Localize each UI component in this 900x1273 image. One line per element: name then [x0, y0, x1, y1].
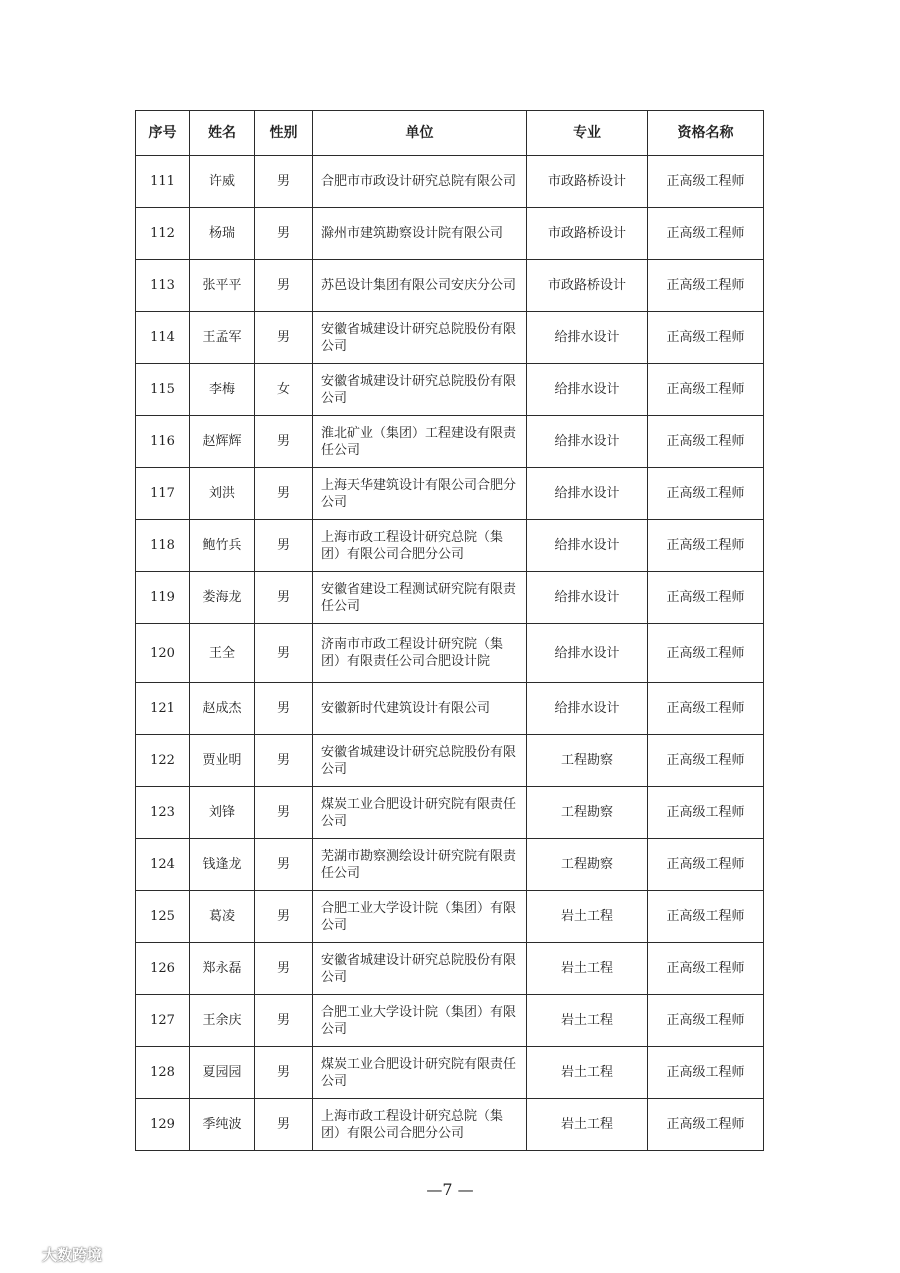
cell-no: 129 — [136, 1099, 190, 1151]
cell-no: 127 — [136, 995, 190, 1047]
cell-major: 给排水设计 — [527, 683, 648, 735]
table-row — [136, 624, 764, 683]
cell-gender: 女 — [255, 364, 313, 416]
table-row — [136, 1047, 764, 1099]
cell-title: 正高级工程师 — [648, 572, 764, 624]
cell-title: 正高级工程师 — [648, 208, 764, 260]
page-number: —7 — — [426, 1180, 474, 1199]
cell-name: 王余庆 — [190, 995, 255, 1047]
cell-unit: 煤炭工业合肥设计研究院有限责任公司 — [313, 787, 527, 839]
cell-name: 王孟军 — [190, 312, 255, 364]
cell-unit: 淮北矿业（集团）工程建设有限责任公司 — [313, 416, 527, 468]
cell-unit: 上海天华建筑设计有限公司合肥分公司 — [313, 468, 527, 520]
cell-title: 正高级工程师 — [648, 1047, 764, 1099]
table-row — [136, 735, 764, 787]
table-row — [136, 683, 764, 735]
table-row — [136, 416, 764, 468]
table-row — [136, 787, 764, 839]
cell-gender: 男 — [255, 1099, 313, 1151]
cell-gender: 男 — [255, 260, 313, 312]
cell-name: 张平平 — [190, 260, 255, 312]
cell-unit: 安徽省城建设计研究总院股份有限公司 — [313, 943, 527, 995]
table-row — [136, 572, 764, 624]
cell-no: 121 — [136, 683, 190, 735]
table-row — [136, 943, 764, 995]
cell-major: 岩土工程 — [527, 891, 648, 943]
cell-name: 葛凌 — [190, 891, 255, 943]
cell-no: 123 — [136, 787, 190, 839]
header-name: 姓名 — [190, 111, 255, 156]
cell-gender: 男 — [255, 943, 313, 995]
cell-unit: 上海市政工程设计研究总院（集团）有限公司合肥分公司 — [313, 520, 527, 572]
cell-name: 夏园园 — [190, 1047, 255, 1099]
cell-no: 120 — [136, 624, 190, 683]
cell-major: 岩土工程 — [527, 1099, 648, 1151]
cell-title: 正高级工程师 — [648, 312, 764, 364]
cell-unit: 安徽省城建设计研究总院股份有限公司 — [313, 364, 527, 416]
cell-major: 工程勘察 — [527, 735, 648, 787]
table-row — [136, 208, 764, 260]
watermark — [8, 1244, 102, 1265]
cell-gender: 男 — [255, 416, 313, 468]
cell-unit: 合肥市市政设计研究总院有限公司 — [313, 156, 527, 208]
cell-title: 正高级工程师 — [648, 891, 764, 943]
cell-title: 正高级工程师 — [648, 156, 764, 208]
cell-major: 给排水设计 — [527, 468, 648, 520]
cell-name: 郑永磊 — [190, 943, 255, 995]
cell-title: 正高级工程师 — [648, 468, 764, 520]
cell-name: 赵辉辉 — [190, 416, 255, 468]
cell-title: 正高级工程师 — [648, 943, 764, 995]
cell-major: 给排水设计 — [527, 624, 648, 683]
cell-no: 125 — [136, 891, 190, 943]
cell-name: 王全 — [190, 624, 255, 683]
table-row — [136, 312, 764, 364]
cell-no: 115 — [136, 364, 190, 416]
cell-no: 111 — [136, 156, 190, 208]
cell-gender: 男 — [255, 468, 313, 520]
cell-major: 岩土工程 — [527, 1047, 648, 1099]
cell-unit: 苏邑设计集团有限公司安庆分公司 — [313, 260, 527, 312]
table-row — [136, 520, 764, 572]
table-row — [136, 995, 764, 1047]
cell-name: 季纯波 — [190, 1099, 255, 1151]
cell-unit: 安徽省城建设计研究总院股份有限公司 — [313, 735, 527, 787]
cell-title: 正高级工程师 — [648, 624, 764, 683]
table-row — [136, 364, 764, 416]
table-row — [136, 156, 764, 208]
cell-no: 119 — [136, 572, 190, 624]
cell-major: 工程勘察 — [527, 839, 648, 891]
cell-no: 124 — [136, 839, 190, 891]
cell-major: 市政路桥设计 — [527, 260, 648, 312]
cell-major: 市政路桥设计 — [527, 208, 648, 260]
header-major: 专业 — [527, 111, 648, 156]
cell-gender: 男 — [255, 735, 313, 787]
cell-no: 118 — [136, 520, 190, 572]
cell-unit: 安徽省建设工程测试研究院有限责任公司 — [313, 572, 527, 624]
cell-unit: 芜湖市勘察测绘设计研究院有限责任公司 — [313, 839, 527, 891]
cell-title: 正高级工程师 — [648, 683, 764, 735]
cell-major: 岩土工程 — [527, 995, 648, 1047]
cell-major: 给排水设计 — [527, 416, 648, 468]
header-title: 资格名称 — [648, 111, 764, 156]
cell-title: 正高级工程师 — [648, 787, 764, 839]
cell-name: 杨瑞 — [190, 208, 255, 260]
cell-gender: 男 — [255, 312, 313, 364]
cell-name: 鲍竹兵 — [190, 520, 255, 572]
cell-gender: 男 — [255, 787, 313, 839]
cell-unit: 安徽省城建设计研究总院股份有限公司 — [313, 312, 527, 364]
table-row — [136, 1099, 764, 1151]
table-row — [136, 891, 764, 943]
cell-unit: 安徽新时代建筑设计有限公司 — [313, 683, 527, 735]
table-row — [136, 839, 764, 891]
cell-gender: 男 — [255, 208, 313, 260]
header-unit: 单位 — [313, 111, 527, 156]
cell-title: 正高级工程师 — [648, 416, 764, 468]
cell-no: 122 — [136, 735, 190, 787]
cell-gender: 男 — [255, 156, 313, 208]
cell-title: 正高级工程师 — [648, 520, 764, 572]
cell-major: 工程勘察 — [527, 787, 648, 839]
cell-major: 给排水设计 — [527, 364, 648, 416]
cell-no: 128 — [136, 1047, 190, 1099]
cell-unit: 上海市政工程设计研究总院（集团）有限公司合肥分公司 — [313, 1099, 527, 1151]
cell-no: 117 — [136, 468, 190, 520]
chat-bubble-icon — [8, 1246, 36, 1264]
cell-name: 娄海龙 — [190, 572, 255, 624]
cell-gender: 男 — [255, 683, 313, 735]
cell-major: 给排水设计 — [527, 572, 648, 624]
cell-gender: 男 — [255, 891, 313, 943]
header-gender: 性别 — [255, 111, 313, 156]
cell-major: 给排水设计 — [527, 520, 648, 572]
cell-gender: 男 — [255, 839, 313, 891]
cell-name: 刘锋 — [190, 787, 255, 839]
cell-no: 114 — [136, 312, 190, 364]
cell-unit: 滁州市建筑勘察设计院有限公司 — [313, 208, 527, 260]
table-header-row — [136, 111, 764, 156]
cell-title: 正高级工程师 — [648, 260, 764, 312]
table-row — [136, 468, 764, 520]
cell-name: 李梅 — [190, 364, 255, 416]
watermark-text: 大数跨境 — [42, 1246, 103, 1264]
cell-no: 116 — [136, 416, 190, 468]
cell-name: 刘洪 — [190, 468, 255, 520]
cell-major: 市政路桥设计 — [527, 156, 648, 208]
cell-gender: 男 — [255, 624, 313, 683]
cell-no: 113 — [136, 260, 190, 312]
cell-gender: 男 — [255, 1047, 313, 1099]
cell-no: 112 — [136, 208, 190, 260]
qualification-table — [135, 110, 764, 1151]
cell-gender: 男 — [255, 572, 313, 624]
cell-title: 正高级工程师 — [648, 364, 764, 416]
table-row — [136, 260, 764, 312]
cell-title: 正高级工程师 — [648, 1099, 764, 1151]
cell-name: 钱逢龙 — [190, 839, 255, 891]
cell-name: 贾业明 — [190, 735, 255, 787]
cell-unit: 煤炭工业合肥设计研究院有限责任公司 — [313, 1047, 527, 1099]
cell-major: 给排水设计 — [527, 312, 648, 364]
header-no: 序号 — [136, 111, 190, 156]
cell-title: 正高级工程师 — [648, 839, 764, 891]
cell-gender: 男 — [255, 995, 313, 1047]
cell-name: 许威 — [190, 156, 255, 208]
cell-no: 126 — [136, 943, 190, 995]
cell-title: 正高级工程师 — [648, 995, 764, 1047]
cell-gender: 男 — [255, 520, 313, 572]
cell-major: 岩土工程 — [527, 943, 648, 995]
cell-name: 赵成杰 — [190, 683, 255, 735]
cell-unit: 合肥工业大学设计院（集团）有限公司 — [313, 891, 527, 943]
cell-unit: 济南市市政工程设计研究院（集团）有限责任公司合肥设计院 — [313, 624, 527, 683]
cell-unit: 合肥工业大学设计院（集团）有限公司 — [313, 995, 527, 1047]
cell-title: 正高级工程师 — [648, 735, 764, 787]
